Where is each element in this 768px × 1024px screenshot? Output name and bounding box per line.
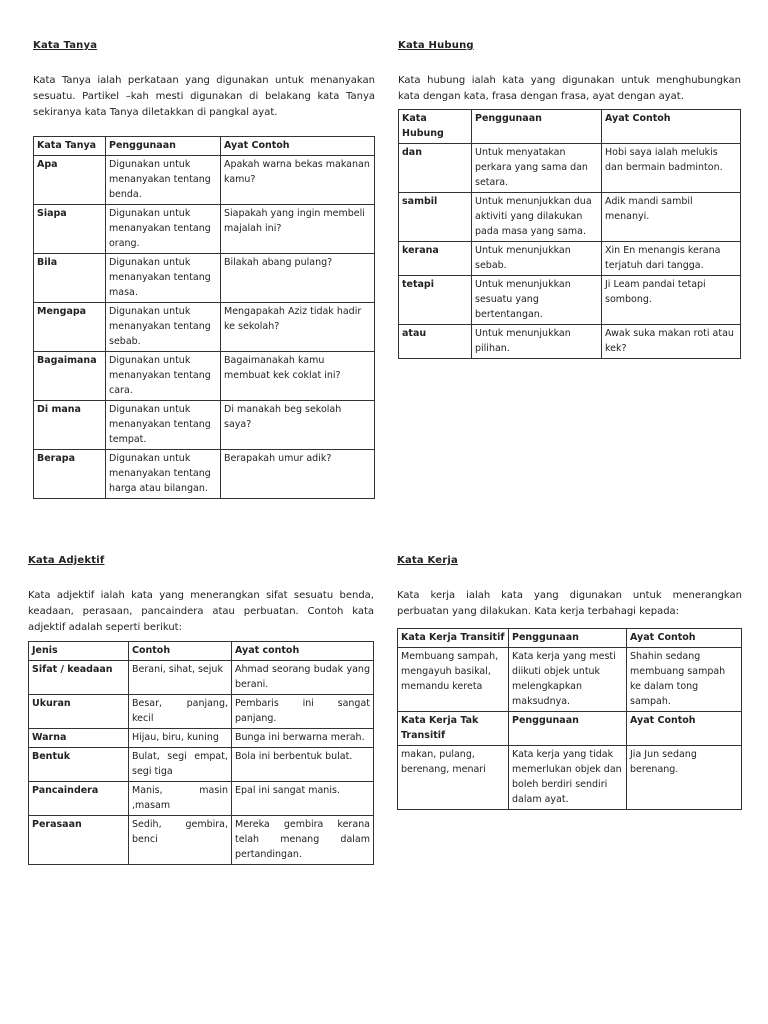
table-cell: Digunakan untuk menanyakan tentang sebab. bbox=[106, 303, 221, 352]
table-header-row bbox=[398, 629, 742, 648]
table-cell: Bagaimanakah kamu membuat kek coklat ini? bbox=[221, 352, 375, 401]
table-cell: Warna bbox=[29, 729, 129, 748]
table-cell: Besar, panjang, kecil bbox=[129, 695, 232, 729]
table-header-row bbox=[29, 642, 374, 661]
kata-adjektif-intro: Kata adjektif ialah kata yang menerangkan sifat sesuatu benda, keadaan, perasaan, pancaindera atau perbuatan. Contoh kata adjektif adalah seperti berikut: bbox=[28, 590, 374, 633]
column-header: Ayat Contoh bbox=[602, 110, 741, 144]
table-cell: Hijau, biru, kuning bbox=[129, 729, 232, 748]
table-row bbox=[34, 205, 375, 254]
table-cell: Berapa bbox=[34, 450, 106, 499]
table-cell: sambil bbox=[399, 193, 472, 242]
table-cell: Berapakah umur adik? bbox=[221, 450, 375, 499]
column-header: Ayat Contoh bbox=[627, 629, 742, 648]
table-cell: Digunakan untuk menanyakan tentang tempat. bbox=[106, 401, 221, 450]
table-cell: Xin En menangis kerana terjatuh dari tangga. bbox=[602, 242, 741, 276]
column-header: Ayat contoh bbox=[232, 642, 374, 661]
table-cell: Mereka gembira kerana telah menang dalam pertandingan. bbox=[232, 816, 374, 865]
column-header: Ayat Contoh bbox=[627, 712, 742, 746]
table-row bbox=[399, 325, 741, 359]
table-cell: Bentuk bbox=[29, 748, 129, 782]
kata-tanya-intro: Kata Tanya ialah perkataan yang digunakan untuk menanyakan sesuatu. Partikel –kah mesti digunakan di belakang kata Tanya sekiranya kata Tanya diletakkan di pangkal ayat. bbox=[33, 75, 375, 118]
table-cell: Bunga ini berwarna merah. bbox=[232, 729, 374, 748]
table-cell: dan bbox=[399, 144, 472, 193]
table-row bbox=[29, 816, 374, 865]
table-cell: Manis, masin ,masam bbox=[129, 782, 232, 816]
table-cell: Bilakah abang pulang? bbox=[221, 254, 375, 303]
table-cell: Digunakan untuk menanyakan tentang harga atau bilangan. bbox=[106, 450, 221, 499]
column-header: Penggunaan bbox=[472, 110, 602, 144]
table-row bbox=[399, 144, 741, 193]
table-cell: Untuk menunjukkan sesuatu yang bertentangan. bbox=[472, 276, 602, 325]
kata-tanya-heading: Kata Tanya bbox=[33, 40, 98, 51]
table-cell: Apa bbox=[34, 156, 106, 205]
column-header: Ayat Contoh bbox=[221, 137, 375, 156]
table-cell: Bulat, segi empat, segi tiga bbox=[129, 748, 232, 782]
table-row bbox=[29, 748, 374, 782]
table-cell: kerana bbox=[399, 242, 472, 276]
table-cell: tetapi bbox=[399, 276, 472, 325]
table-cell: Siapakah yang ingin membeli majalah ini? bbox=[221, 205, 375, 254]
table-cell: Kata kerja yang tidak memerlukan objek dan boleh berdiri sendiri dalam ayat. bbox=[509, 746, 627, 810]
table-cell: Pembaris ini sangat panjang. bbox=[232, 695, 374, 729]
kata-tanya-table bbox=[33, 136, 375, 499]
kata-adjektif-heading: Kata Adjektif bbox=[28, 555, 105, 566]
kata-kerja-heading: Kata Kerja bbox=[397, 555, 458, 566]
column-header: Kata Hubung bbox=[399, 110, 472, 144]
kata-hubung-section bbox=[398, 40, 741, 359]
table-row bbox=[399, 242, 741, 276]
table-cell: Untuk menunjukkan dua aktiviti yang dilakukan pada masa yang sama. bbox=[472, 193, 602, 242]
table-cell: Digunakan untuk menanyakan tentang cara. bbox=[106, 352, 221, 401]
table-cell: Mengapa bbox=[34, 303, 106, 352]
kata-adjektif-table bbox=[28, 641, 374, 865]
table-cell: atau bbox=[399, 325, 472, 359]
kata-adjektif-section bbox=[28, 555, 374, 865]
table-cell: Shahin sedang membuang sampah ke dalam tong sampah. bbox=[627, 648, 742, 712]
table-header-row bbox=[398, 712, 742, 746]
table-cell: Adik mandi sambil menanyi. bbox=[602, 193, 741, 242]
table-cell: Bagaimana bbox=[34, 352, 106, 401]
kata-kerja-intro: Kata kerja ialah kata yang digunakan untuk menerangkan perbuatan yang dilakukan. Kata kerja terbahagi kepada: bbox=[397, 590, 742, 617]
kata-hubung-intro: Kata hubung ialah kata yang digunakan untuk menghubungkan kata dengan kata, frasa dengan frasa, ayat dengan ayat. bbox=[398, 75, 741, 102]
table-cell: Berani, sihat, sejuk bbox=[129, 661, 232, 695]
column-header: Jenis bbox=[29, 642, 129, 661]
table-row bbox=[34, 401, 375, 450]
table-row bbox=[34, 352, 375, 401]
column-header: Kata Tanya bbox=[34, 137, 106, 156]
table-row bbox=[34, 303, 375, 352]
table-row bbox=[398, 648, 742, 712]
table-row bbox=[29, 695, 374, 729]
table-cell: Digunakan untuk menanyakan tentang masa. bbox=[106, 254, 221, 303]
table-header-row bbox=[399, 110, 741, 144]
table-cell: Ukuran bbox=[29, 695, 129, 729]
kata-kerja-section bbox=[397, 555, 742, 810]
table-header-row bbox=[34, 137, 375, 156]
table-cell: Bola ini berbentuk bulat. bbox=[232, 748, 374, 782]
table-cell: Apakah warna bekas makanan kamu? bbox=[221, 156, 375, 205]
table-row bbox=[399, 193, 741, 242]
table-row bbox=[29, 661, 374, 695]
table-cell: Di mana bbox=[34, 401, 106, 450]
table-row bbox=[398, 746, 742, 810]
table-cell: Kata kerja yang mesti diikuti objek untuk melengkapkan maksudnya. bbox=[509, 648, 627, 712]
table-cell: Di manakah beg sekolah saya? bbox=[221, 401, 375, 450]
table-cell: Ji Leam pandai tetapi sombong. bbox=[602, 276, 741, 325]
table-cell: Untuk menunjukkan sebab. bbox=[472, 242, 602, 276]
table-cell: Mengapakah Aziz tidak hadir ke sekolah? bbox=[221, 303, 375, 352]
column-header: Kata Kerja Tak Transitif bbox=[398, 712, 509, 746]
column-header: Penggunaan bbox=[106, 137, 221, 156]
table-cell: Ahmad seorang budak yang berani. bbox=[232, 661, 374, 695]
table-row bbox=[34, 450, 375, 499]
table-cell: Untuk menunjukkan pilihan. bbox=[472, 325, 602, 359]
kata-kerja-table bbox=[397, 628, 742, 810]
column-header: Penggunaan bbox=[509, 629, 627, 648]
column-header: Kata Kerja Transitif bbox=[398, 629, 509, 648]
column-header: Penggunaan bbox=[509, 712, 627, 746]
table-cell: Digunakan untuk menanyakan tentang benda. bbox=[106, 156, 221, 205]
table-row bbox=[34, 156, 375, 205]
table-cell: Hobi saya ialah melukis dan bermain badminton. bbox=[602, 144, 741, 193]
kata-hubung-table bbox=[398, 109, 741, 359]
table-row bbox=[399, 276, 741, 325]
table-cell: Perasaan bbox=[29, 816, 129, 865]
table-cell: Jia Jun sedang berenang. bbox=[627, 746, 742, 810]
kata-tanya-section bbox=[33, 40, 375, 499]
table-cell: Awak suka makan roti atau kek? bbox=[602, 325, 741, 359]
table-cell: Sedih, gembira, benci bbox=[129, 816, 232, 865]
column-header: Contoh bbox=[129, 642, 232, 661]
table-cell: Sifat / keadaan bbox=[29, 661, 129, 695]
kata-hubung-heading: Kata Hubung bbox=[398, 40, 474, 51]
table-row bbox=[34, 254, 375, 303]
table-cell: Siapa bbox=[34, 205, 106, 254]
table-cell: Bila bbox=[34, 254, 106, 303]
table-cell: Untuk menyatakan perkara yang sama dan setara. bbox=[472, 144, 602, 193]
table-cell: Pancaindera bbox=[29, 782, 129, 816]
table-row bbox=[29, 782, 374, 816]
table-cell: makan, pulang, berenang, menari bbox=[398, 746, 509, 810]
table-cell: Membuang sampah, mengayuh basikal, memandu kereta bbox=[398, 648, 509, 712]
table-cell: Digunakan untuk menanyakan tentang orang. bbox=[106, 205, 221, 254]
table-cell: Epal ini sangat manis. bbox=[232, 782, 374, 816]
table-row bbox=[29, 729, 374, 748]
